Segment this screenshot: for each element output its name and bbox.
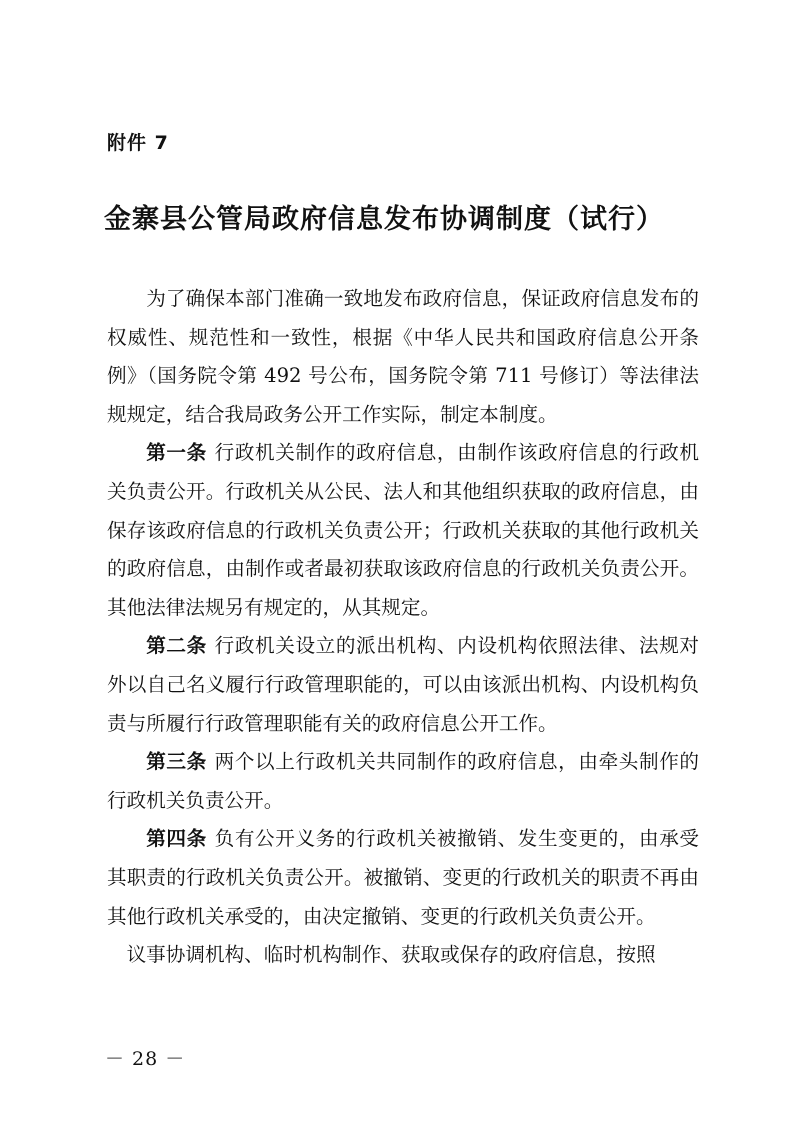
article-1 [107, 434, 699, 627]
page-number: － 28 － [105, 1048, 186, 1070]
document-body [107, 280, 699, 975]
article-label: 第一条 [146, 441, 207, 465]
last-paragraph: 议事协调机构、临时机构制作、获取或保存的政府信息，按照 [126, 943, 656, 967]
article-text: 负有公开义务的行政机关被撤销、发生变更的，由承受其职责的行政机关负责公开。被撤销、变更的行政机关的职责不再由其他行政机关承受的，由决定撤销、变更的行政机关负责公开。 [107, 827, 700, 928]
article-2 [107, 627, 699, 743]
article-3 [107, 743, 699, 820]
article-text: 行政机关制作的政府信息，由制作该政府信息的行政机关负责公开。行政机关从公民、法人和其他组织获取的政府信息，由保存该政府信息的行政机关负责公开；行政机关获取的其他行政机关的政府信息，由制作或者最初获取该政府信息的行政机关负责公开。其他法律法规另有规定的，从其规定。 [107, 441, 700, 619]
article-4 [107, 820, 699, 936]
article-text: 两个以上行政机关共同制作的政府信息，由牵头制作的行政机关负责公开。 [107, 750, 700, 812]
article-text: 行政机关设立的派出机构、内设机构依照法律、法规对外以自己名义履行行政管理职能的，可以由该派出机构、内设机构负责与所履行行政管理职能有关的政府信息公开工作。 [107, 634, 700, 735]
article-label: 第三条 [146, 750, 207, 774]
document-title: 金寨县公管局政府信息发布协调制度（试行） [104, 204, 664, 235]
annex-label: 附件 7 [107, 132, 169, 154]
intro-paragraph: 为了确保本部门准确一致地发布政府信息，保证政府信息发布的权威性、规范性和一致性，根据《中华人民共和国政府信息公开条例》（国务院令第 492 号公布，国务院令第 711 号修订）等法律法规规定，结合我局政务公开工作实际，制定本制度。 [107, 287, 699, 426]
article-label: 第四条 [146, 827, 207, 851]
article-label: 第二条 [146, 634, 207, 658]
